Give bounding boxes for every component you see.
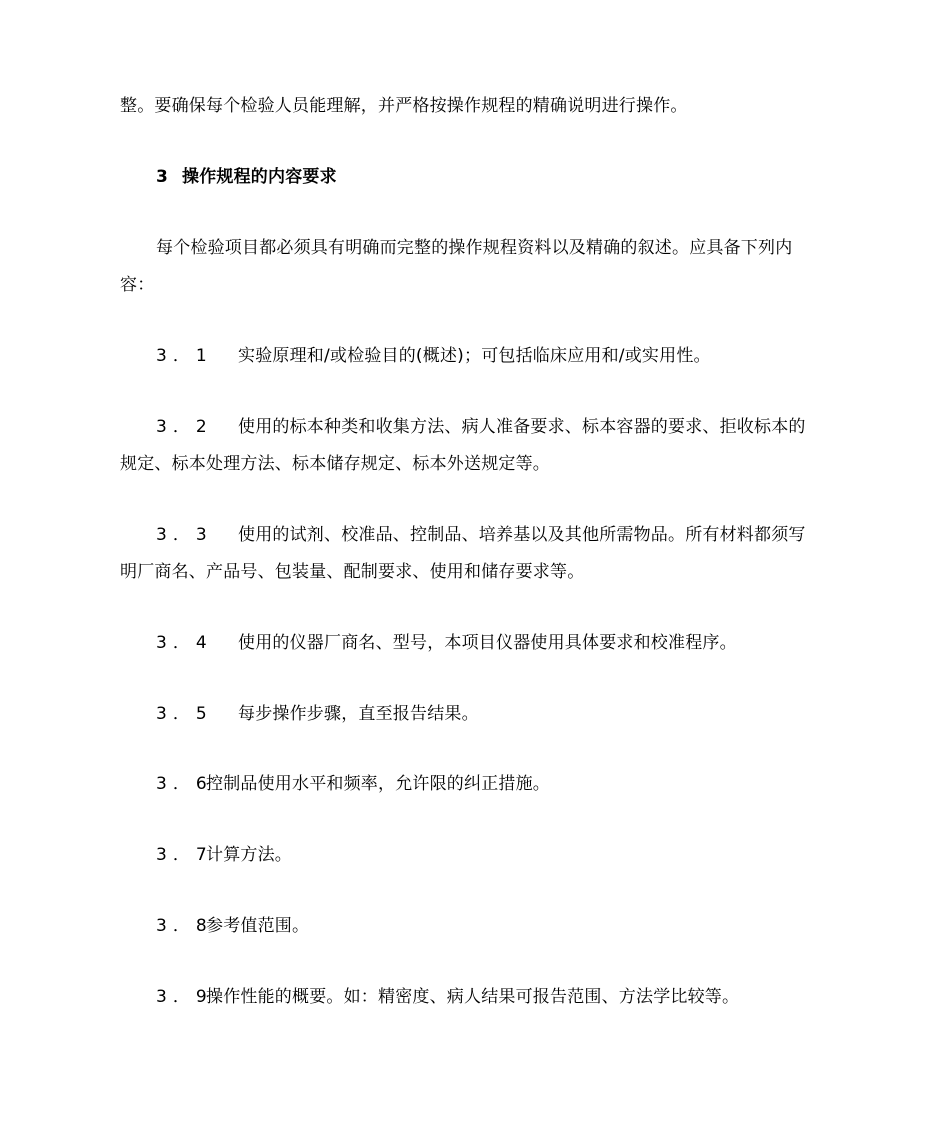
item-text: 使用的试剂、校准品、控制品、培养基以及其他所需物品。所有材料都须写 bbox=[238, 525, 806, 545]
item-number: 3．9 bbox=[156, 987, 213, 1007]
list-item bbox=[156, 416, 876, 438]
section-intro-text2: 容： bbox=[120, 275, 155, 295]
item-number: 3．5 bbox=[156, 704, 213, 724]
section-title: 操作规程的内容要求 bbox=[182, 167, 337, 187]
item-text: 使用的仪器厂商名、型号，本项目仪器使用具体要求和校准程序。 bbox=[238, 633, 737, 653]
item-text: 计算方法。 bbox=[206, 845, 292, 865]
list-item bbox=[156, 345, 876, 367]
item-number: 3．8 bbox=[156, 916, 213, 936]
item-text: 控制品使用水平和频率，允许限的纠正措施。 bbox=[206, 774, 550, 794]
section-heading bbox=[156, 166, 876, 188]
item-number: 3．2 bbox=[156, 417, 213, 437]
list-item bbox=[156, 915, 876, 937]
item-number: 3．6 bbox=[156, 774, 213, 794]
section-number: 3 bbox=[156, 167, 169, 187]
list-item bbox=[156, 632, 876, 654]
intro-line bbox=[120, 95, 840, 117]
list-item-continuation bbox=[120, 453, 840, 475]
list-item bbox=[156, 844, 876, 866]
item-text: 操作性能的概要。如：精密度、病人结果可报告范围、方法学比较等。 bbox=[206, 987, 740, 1007]
list-item bbox=[156, 773, 876, 795]
item-text: 参考值范围。 bbox=[206, 916, 310, 936]
list-item bbox=[156, 703, 876, 725]
item-text: 使用的标本种类和收集方法、病人准备要求、标本容器的要求、拒收标本的 bbox=[238, 417, 806, 437]
item-text: 实验原理和/或检验目的(概述)；可包括临床应用和/或实用性。 bbox=[238, 346, 711, 366]
item-number: 3．3 bbox=[156, 525, 213, 545]
item-number: 3．4 bbox=[156, 633, 213, 653]
list-item bbox=[156, 986, 876, 1008]
list-item bbox=[156, 524, 876, 546]
item-text: 每步操作步骤，直至报告结果。 bbox=[238, 704, 479, 724]
item-text-continuation: 规定、标本处理方法、标本储存规定、标本外送规定等。 bbox=[120, 454, 550, 474]
list-item-continuation bbox=[120, 561, 840, 583]
section-intro-line1 bbox=[156, 237, 876, 259]
section-intro-line2 bbox=[120, 274, 840, 296]
item-text-continuation: 明厂商名、产品号、包装量、配制要求、使用和储存要求等。 bbox=[120, 562, 585, 582]
item-number: 3．7 bbox=[156, 845, 213, 865]
item-number: 3．1 bbox=[156, 346, 213, 366]
intro-text: 整。要确保每个检验人员能理解，并严格按操作规程的精确说明进行操作。 bbox=[120, 96, 688, 116]
section-intro-text1: 每个检验项目都必须具有明确而完整的操作规程资料以及精确的叙述。应具备下列内 bbox=[156, 238, 793, 258]
